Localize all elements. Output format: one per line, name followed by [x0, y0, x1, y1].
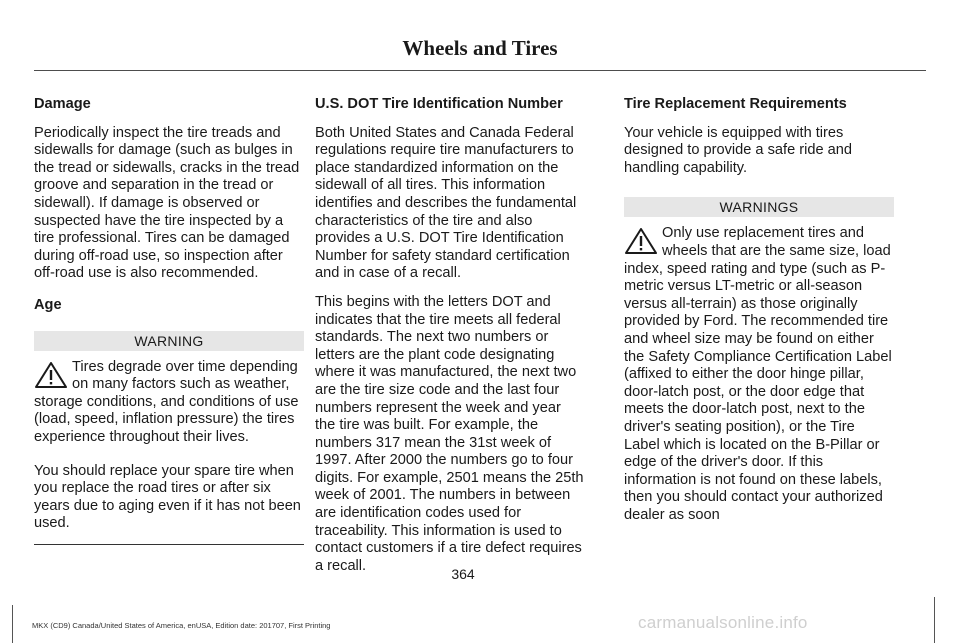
crop-mark-left [12, 605, 13, 643]
edition-footer: MKX (CD9) Canada/United States of America, enUSA, Edition date: 201707, First Printing [32, 621, 331, 630]
column-left [34, 96, 304, 545]
title-divider [34, 70, 926, 71]
column-right [624, 96, 894, 535]
warning-box [34, 359, 304, 447]
warning-end-divider [34, 544, 304, 545]
dot-heading: U.S. DOT Tire Identification Number [315, 96, 563, 112]
dot-paragraph-1: Both United States and Canada Federal regulations require tire manufacturers to place standardized information on the sidewall of all tires. This information identifies and describes the fundamental characteristics of the tire and also provides a U.S. DOT Tire Identification Number for safety standard certification and in case of a recall. [315, 124, 577, 282]
column-middle [315, 96, 585, 586]
warning-triangle-icon [624, 227, 658, 255]
replacement-paragraph: Your vehicle is equipped with tires designed to provide a safe ride and handling capability. [624, 124, 852, 176]
page-title: Wheels and Tires [402, 36, 558, 60]
damage-paragraph: Periodically inspect the tire treads and sidewalls for damage (such as bulges in the tread or sidewalls, cracks in the tread groove and separation in the tread or sidewall). If damage is observed or suspected have the tire inspected by a tire professional. Tires can be damaged during off-road use, so inspection after off-road use is also recommended. [34, 124, 300, 282]
crop-mark-right [934, 597, 935, 643]
dot-paragraph-2: This begins with the letters DOT and indicates that the tire meets all federal standards. The next two numbers or letters are the plant code designating where it was manufactured, the next two are the tire size code and the last four numbers represent the week and year the tire was built. For example, the numbers 317 mean the 31st week of 1997. After 2000 the numbers go to four digits. For example, 2501 means the 25th week of 2001. The numbers in between are identification codes used for traceability. This information is used to contact customers if a tire defect requires a recall. [315, 293, 584, 574]
watermark: carmanualsonline.info [638, 613, 808, 632]
warning-text: Tires degrade over time depending on many factors such as weather, storage conditions, and conditions of use (load, speed, inflation pressure) the tires experience throughout their lives. [34, 358, 299, 445]
damage-heading: Damage [34, 96, 91, 112]
age-heading: Age [34, 296, 62, 313]
warnings-text: Only use replacement tires and wheels that are the same size, load index, speed rating and type (such as P-metric versus LT-metric or all-season versus all-terrain) as those originally provided by Ford. The recommended tire and wheel size may be found on either the Safety Compliance Certification Label (affixed to either the door hinge pillar, door-latch post, or the door edge that meets the door-latch post, next to the driver's seating position), or the Tire Label which is located on the B-Pillar or edge of the driver's door. If this information is not found on these labels, then you should contact your authorized dealer as soon [624, 225, 892, 523]
warning-label-bar: WARNING [34, 331, 304, 351]
warnings-box [624, 225, 894, 524]
replacement-heading: Tire Replacement Requirements [624, 96, 847, 112]
warning-triangle-icon [34, 361, 68, 389]
spare-tire-paragraph: You should replace your spare tire when you replace the road tires or after six years due to aging even if it has not been used. [34, 462, 301, 532]
page-number: 364 [451, 566, 475, 582]
warnings-label-bar: WARNINGS [624, 197, 894, 217]
